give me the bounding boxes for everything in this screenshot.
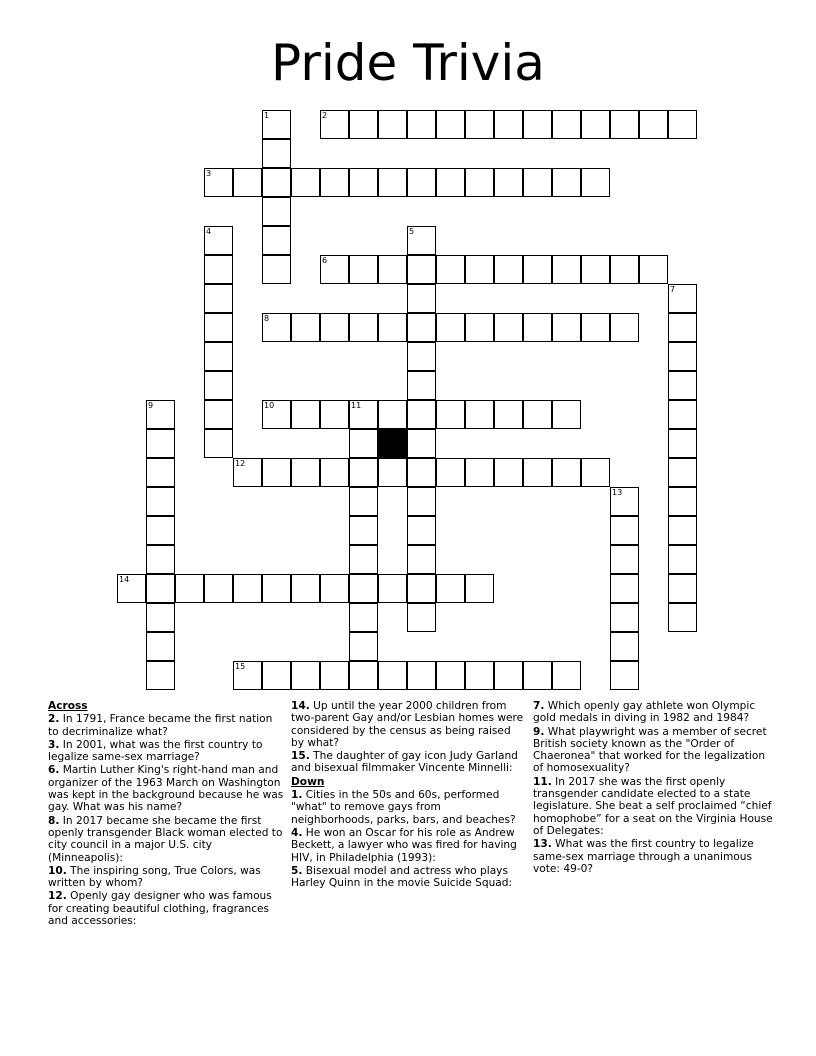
grid-cell[interactable] (233, 574, 262, 603)
grid-cell[interactable] (436, 400, 465, 429)
grid-cell[interactable] (523, 168, 552, 197)
grid-cell[interactable] (204, 400, 233, 429)
grid-cell[interactable] (523, 110, 552, 139)
clue-number: 7 (670, 285, 676, 294)
grid-cell[interactable] (610, 487, 639, 516)
across-heading: Across (48, 700, 88, 712)
grid-cell[interactable] (407, 168, 436, 197)
grid-cell[interactable] (204, 284, 233, 313)
grid-cell[interactable] (146, 574, 175, 603)
clue-down-5: 5. Bisexual model and actress who plays Harley Quinn in the movie Suicide Squad: (291, 864, 513, 890)
grid-cell[interactable] (378, 400, 407, 429)
grid-cell[interactable] (349, 487, 378, 516)
grid-cell[interactable] (494, 400, 523, 429)
grid-cell[interactable] (465, 110, 494, 139)
grid-cell[interactable] (349, 458, 378, 487)
grid-cell[interactable] (436, 458, 465, 487)
grid-cell[interactable] (610, 574, 639, 603)
grid-cell[interactable] (291, 574, 320, 603)
grid-cell[interactable] (523, 458, 552, 487)
grid-cell[interactable] (436, 110, 465, 139)
grid-cell[interactable] (436, 574, 465, 603)
grid-cell[interactable] (668, 110, 697, 139)
grid-cell[interactable] (349, 603, 378, 632)
grid-cell[interactable] (349, 255, 378, 284)
grid-cell[interactable] (320, 574, 349, 603)
grid-cell[interactable] (407, 545, 436, 574)
grid-cell[interactable] (465, 168, 494, 197)
grid-cell[interactable] (233, 661, 262, 690)
grid-cell[interactable] (378, 458, 407, 487)
grid-cell[interactable] (320, 400, 349, 429)
grid-cell[interactable] (349, 516, 378, 545)
grid-cell[interactable] (494, 458, 523, 487)
grid-cell[interactable] (494, 110, 523, 139)
grid-cell[interactable] (668, 342, 697, 371)
grid-cell[interactable] (465, 255, 494, 284)
clue-across-14: 14. Up until the year 2000 children from two-parent Gay and/or Lesbian homes were considered by the census as being raised by what? (291, 700, 524, 749)
clue-number: 1 (264, 111, 270, 120)
grid-cell[interactable] (349, 545, 378, 574)
grid-cell[interactable] (610, 313, 639, 342)
grid-cell[interactable] (523, 400, 552, 429)
black-cell (378, 429, 407, 458)
clue-across-3: 3. In 2001, what was the first country to legalize same-sex marriage? (48, 738, 263, 764)
grid-cell[interactable] (639, 255, 668, 284)
grid-cell[interactable] (204, 313, 233, 342)
clue-number: 5 (409, 227, 415, 236)
down-heading: Down (291, 775, 325, 788)
grid-cell[interactable] (494, 661, 523, 690)
clue-number: 13 (612, 488, 623, 497)
grid-cell[interactable] (378, 661, 407, 690)
grid-cell[interactable] (320, 661, 349, 690)
grid-cell[interactable] (465, 400, 494, 429)
grid-cell[interactable] (407, 342, 436, 371)
grid-cell[interactable] (610, 516, 639, 545)
grid-cell[interactable] (349, 429, 378, 458)
clue-number: 10 (264, 401, 275, 410)
grid-cell[interactable] (349, 168, 378, 197)
clue-number: 15 (235, 662, 246, 671)
grid-cell[interactable] (552, 255, 581, 284)
clue-across-6: 6. Martin Luther King's right-hand man and organizer of the 1963 March on Washington was kept in the background because he was gay. What was his name? (48, 764, 284, 814)
grid-cell[interactable] (494, 255, 523, 284)
clues-column-2 (291, 700, 526, 890)
grid-cell[interactable] (320, 168, 349, 197)
grid-cell[interactable] (262, 313, 291, 342)
clue-across-15: 15. The daughter of gay icon Judy Garland and bisexual filmmaker Vincente Minnelli: (291, 750, 518, 775)
clue-across-10: 10. The inspiring song, True Colors, was written by whom? (48, 864, 261, 890)
grid-cell[interactable] (581, 110, 610, 139)
grid-cell[interactable] (320, 110, 349, 139)
clue-down-7: 7. Which openly gay athlete won Olympic gold medals in diving in 1982 and 1984? (533, 700, 756, 725)
grid-cell[interactable] (291, 661, 320, 690)
grid-cell[interactable] (407, 255, 436, 284)
clue-number: 14 (119, 575, 130, 584)
grid-cell[interactable] (262, 400, 291, 429)
grid-cell[interactable] (262, 458, 291, 487)
grid-cell[interactable] (668, 429, 697, 458)
grid-cell[interactable] (407, 516, 436, 545)
grid-cell[interactable] (523, 255, 552, 284)
grid-cell[interactable] (407, 574, 436, 603)
grid-cell[interactable] (146, 516, 175, 545)
grid-cell[interactable] (552, 313, 581, 342)
grid-cell[interactable] (407, 284, 436, 313)
grid-cell[interactable] (610, 545, 639, 574)
clues-column-3 (533, 700, 773, 876)
grid-cell[interactable] (668, 487, 697, 516)
grid-cell[interactable] (639, 110, 668, 139)
grid-cell[interactable] (552, 168, 581, 197)
grid-cell[interactable] (581, 255, 610, 284)
clue-number: 3 (206, 169, 212, 178)
clue-down-13: 13. What was the first country to legalize same-sex marriage through a unanimous vote: 49-0? (533, 838, 754, 875)
clues-column-1 (48, 700, 284, 928)
grid-cell[interactable] (378, 168, 407, 197)
grid-cell[interactable] (378, 313, 407, 342)
grid-cell[interactable] (146, 487, 175, 516)
grid-cell[interactable] (349, 574, 378, 603)
grid-cell[interactable] (349, 632, 378, 661)
clue-number: 8 (264, 314, 270, 323)
clue-across-2: 2. In 1791, France became the first nation to decriminalize what? (48, 713, 273, 738)
grid-cell[interactable] (610, 661, 639, 690)
grid-cell[interactable] (407, 110, 436, 139)
clue-across-8: 8. In 2017 became she became the first openly transgender Black woman elected to city council in a major U.S. city (Minneapolis): (48, 814, 283, 864)
grid-cell[interactable] (204, 226, 233, 255)
grid-cell[interactable] (552, 400, 581, 429)
grid-cell[interactable] (407, 487, 436, 516)
grid-cell[interactable] (494, 313, 523, 342)
grid-cell[interactable] (204, 429, 233, 458)
grid-cell[interactable] (262, 255, 291, 284)
grid-cell[interactable] (320, 458, 349, 487)
grid-cell[interactable] (262, 574, 291, 603)
grid-cell[interactable] (668, 458, 697, 487)
page-title: Pride Trivia (271, 34, 545, 92)
grid-cell[interactable] (378, 255, 407, 284)
grid-cell[interactable] (668, 313, 697, 342)
grid-cell[interactable] (436, 313, 465, 342)
grid-cell[interactable] (523, 313, 552, 342)
grid-cell[interactable] (146, 458, 175, 487)
grid-cell[interactable] (204, 574, 233, 603)
grid-cell[interactable] (581, 168, 610, 197)
clue-across-12: 12. Openly gay designer who was famous for creating beautiful clothing, fragrances and accessories: (48, 890, 272, 928)
grid-cell[interactable] (291, 313, 320, 342)
grid-cell[interactable] (320, 313, 349, 342)
grid-cell[interactable] (349, 400, 378, 429)
grid-cell[interactable] (320, 255, 349, 284)
grid-cell[interactable] (552, 458, 581, 487)
grid-cell[interactable] (581, 313, 610, 342)
grid-cell[interactable] (407, 661, 436, 690)
grid-cell[interactable] (523, 661, 552, 690)
grid-cell[interactable] (436, 255, 465, 284)
grid-cell[interactable] (581, 458, 610, 487)
grid-cell[interactable] (204, 342, 233, 371)
clue-down-1: 1. Cities in the 50s and 60s, performed "what" to remove gays from neighborhoods, parks, bars, and beaches? (291, 789, 516, 826)
grid-cell[interactable] (610, 110, 639, 139)
clue-number: 12 (235, 459, 246, 468)
grid-cell[interactable] (407, 226, 436, 255)
grid-cell[interactable] (262, 139, 291, 168)
grid-cell[interactable] (146, 603, 175, 632)
grid-cell[interactable] (349, 661, 378, 690)
grid-cell[interactable] (233, 458, 262, 487)
grid-cell[interactable] (436, 661, 465, 690)
grid-cell[interactable] (465, 313, 494, 342)
grid-cell[interactable] (668, 603, 697, 632)
grid-cell[interactable] (407, 603, 436, 632)
clue-number: 4 (206, 227, 212, 236)
clue-number: 2 (322, 111, 328, 120)
grid-cell[interactable] (465, 574, 494, 603)
grid-cell[interactable] (262, 661, 291, 690)
grid-cell[interactable] (436, 168, 465, 197)
grid-cell[interactable] (378, 110, 407, 139)
grid-cell[interactable] (146, 429, 175, 458)
grid-cell[interactable] (465, 661, 494, 690)
grid-cell[interactable] (146, 545, 175, 574)
grid-cell[interactable] (204, 255, 233, 284)
grid-cell[interactable] (378, 574, 407, 603)
grid-cell[interactable] (407, 371, 436, 400)
grid-cell[interactable] (233, 168, 262, 197)
grid-cell[interactable] (494, 168, 523, 197)
grid-cell[interactable] (407, 429, 436, 458)
grid-cell[interactable] (407, 313, 436, 342)
grid-cell[interactable] (262, 197, 291, 226)
grid-cell[interactable] (175, 574, 204, 603)
grid-cell[interactable] (117, 574, 146, 603)
grid-cell[interactable] (668, 284, 697, 313)
clue-number: 6 (322, 256, 328, 265)
grid-cell[interactable] (407, 458, 436, 487)
grid-cell[interactable] (552, 661, 581, 690)
grid-cell[interactable] (668, 400, 697, 429)
clue-down-11: 11. In 2017 she was the first openly transgender candidate elected to a state legislature. She beat a self proclaimed “chief homophobe” for a seat on the Virginia House of Delegates: (533, 775, 773, 837)
grid-cell[interactable] (610, 255, 639, 284)
clue-down-9: 9. What playwright was a member of secret British society known as the "Order of Chaeronea" that worked for the legalization of homosexuality? (533, 725, 767, 775)
grid-cell[interactable] (262, 226, 291, 255)
grid-cell[interactable] (668, 545, 697, 574)
grid-cell[interactable] (146, 400, 175, 429)
grid-cell[interactable] (146, 632, 175, 661)
grid-cell[interactable] (407, 400, 436, 429)
grid-cell[interactable] (610, 603, 639, 632)
clue-down-4: 4. He won an Oscar for his role as Andrew Beckett, a lawyer who was fired for having HIV, in Philadelphia (1993): (291, 826, 517, 864)
grid-cell[interactable] (204, 168, 233, 197)
grid-cell[interactable] (349, 110, 378, 139)
grid-cell[interactable] (291, 168, 320, 197)
grid-cell[interactable] (668, 371, 697, 400)
clue-number: 11 (351, 401, 362, 410)
grid-cell[interactable] (610, 632, 639, 661)
grid-cell[interactable] (349, 313, 378, 342)
grid-cell[interactable] (465, 458, 494, 487)
grid-cell[interactable] (262, 168, 291, 197)
grid-cell[interactable] (204, 371, 233, 400)
grid-cell[interactable] (668, 516, 697, 545)
grid-cell[interactable] (146, 661, 175, 690)
grid-cell[interactable] (291, 400, 320, 429)
grid-cell[interactable] (552, 110, 581, 139)
clue-number: 9 (148, 401, 154, 410)
grid-cell[interactable] (668, 574, 697, 603)
grid-cell[interactable] (291, 458, 320, 487)
grid-cell[interactable] (262, 110, 291, 139)
